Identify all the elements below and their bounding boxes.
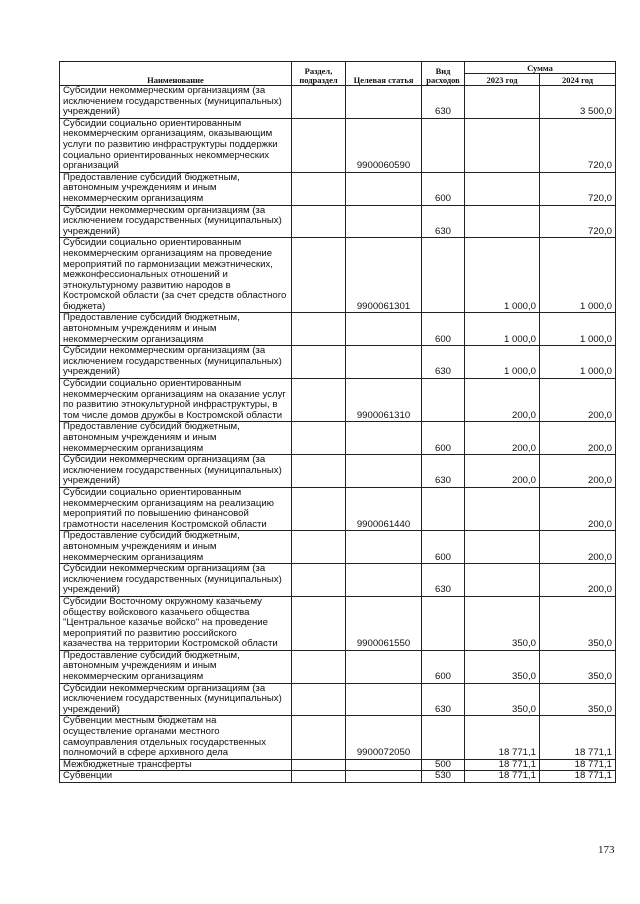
header-target: Целевая статья [346, 62, 422, 86]
table-row [60, 487, 616, 530]
cell-target [346, 759, 422, 771]
cell-y2024: 18 771,1 [540, 759, 616, 771]
cell-y2024: 1 000,0 [540, 346, 616, 379]
header-section: Раздел, подраздел [292, 62, 346, 86]
cell-y2023: 1 000,0 [465, 238, 540, 313]
cell-target [346, 455, 422, 488]
cell-type [422, 596, 465, 650]
cell-y2023 [465, 564, 540, 597]
cell-y2024: 200,0 [540, 564, 616, 597]
table-row [60, 205, 616, 238]
table-row [60, 379, 616, 422]
cell-y2024: 1 000,0 [540, 313, 616, 346]
table-row [60, 759, 616, 771]
table-row [60, 238, 616, 313]
cell-target [346, 683, 422, 716]
cell-target: 9900061310 [346, 379, 422, 422]
cell-y2023: 200,0 [465, 379, 540, 422]
cell-target [346, 771, 422, 783]
cell-y2023: 18 771,1 [465, 759, 540, 771]
table-row [60, 313, 616, 346]
cell-name: Субсидии социально ориентированным некоммерческим организациям на оказание услуг по развитию этнокультурной инфраструктуры, в том числе домов дружбы в Костромской области [60, 379, 292, 422]
cell-name: Субсидии некоммерческим организациям (за исключением государственных (муниципальных) учреждений) [60, 564, 292, 597]
cell-section [292, 564, 346, 597]
cell-target [346, 313, 422, 346]
cell-y2024: 200,0 [540, 455, 616, 488]
cell-name: Субсидии некоммерческим организациям (за исключением государственных (муниципальных) учреждений) [60, 683, 292, 716]
cell-y2023: 200,0 [465, 455, 540, 488]
cell-section [292, 596, 346, 650]
table-row [60, 455, 616, 488]
table-row [60, 650, 616, 683]
table-row [60, 346, 616, 379]
page-number: 173 [598, 844, 615, 856]
budget-table-container [59, 61, 615, 783]
cell-y2024: 200,0 [540, 487, 616, 530]
table-row [60, 118, 616, 172]
cell-section [292, 238, 346, 313]
cell-y2024: 18 771,1 [540, 771, 616, 783]
cell-y2023 [465, 531, 540, 564]
cell-type: 600 [422, 172, 465, 205]
table-row [60, 683, 616, 716]
cell-section [292, 86, 346, 119]
cell-type: 630 [422, 86, 465, 119]
cell-section [292, 379, 346, 422]
cell-type: 630 [422, 564, 465, 597]
table-body [60, 86, 616, 783]
cell-y2024: 720,0 [540, 118, 616, 172]
cell-y2023 [465, 205, 540, 238]
cell-section [292, 771, 346, 783]
cell-section [292, 683, 346, 716]
cell-y2024: 200,0 [540, 531, 616, 564]
cell-type: 600 [422, 422, 465, 455]
cell-name: Субсидии социально ориентированным некоммерческим организациям, оказывающим услуги по развитию инфраструктуры поддержки социально ориентированных некоммерческих организаций [60, 118, 292, 172]
cell-y2024: 200,0 [540, 422, 616, 455]
cell-name: Субсидии Восточному окружному казачьему обществу войскового казачьего общества "Центральное казачье войско" на проведение мероприятий по развитию российского казачества на территории Костромской области [60, 596, 292, 650]
cell-type: 500 [422, 759, 465, 771]
cell-target: 9900061440 [346, 487, 422, 530]
cell-y2023: 350,0 [465, 650, 540, 683]
cell-y2023: 1 000,0 [465, 313, 540, 346]
cell-type: 600 [422, 313, 465, 346]
cell-y2024: 720,0 [540, 205, 616, 238]
cell-y2023: 350,0 [465, 683, 540, 716]
table-row [60, 564, 616, 597]
cell-target [346, 86, 422, 119]
cell-section [292, 346, 346, 379]
cell-section [292, 759, 346, 771]
table-row [60, 531, 616, 564]
cell-section [292, 118, 346, 172]
cell-target [346, 346, 422, 379]
table-row [60, 86, 616, 119]
cell-target: 9900061550 [346, 596, 422, 650]
header-name: Наименование [60, 62, 292, 86]
cell-type: 600 [422, 531, 465, 564]
cell-y2024: 350,0 [540, 650, 616, 683]
budget-table [59, 61, 616, 783]
cell-target [346, 422, 422, 455]
cell-name: Субсидии некоммерческим организациям (за исключением государственных (муниципальных) учреждений) [60, 346, 292, 379]
cell-y2023 [465, 487, 540, 530]
cell-y2023: 350,0 [465, 596, 540, 650]
cell-type: 600 [422, 650, 465, 683]
cell-name: Предоставление субсидий бюджетным, автономным учреждениям и иным некоммерческим организациям [60, 650, 292, 683]
cell-section [292, 205, 346, 238]
cell-type [422, 379, 465, 422]
cell-target [346, 564, 422, 597]
cell-y2023 [465, 118, 540, 172]
cell-type: 630 [422, 346, 465, 379]
cell-target: 9900060590 [346, 118, 422, 172]
cell-y2023: 1 000,0 [465, 346, 540, 379]
header-sum: Сумма [465, 62, 616, 74]
cell-y2024: 350,0 [540, 683, 616, 716]
cell-section [292, 650, 346, 683]
cell-y2024: 350,0 [540, 596, 616, 650]
cell-type: 530 [422, 771, 465, 783]
cell-y2024: 720,0 [540, 172, 616, 205]
table-row [60, 422, 616, 455]
cell-section [292, 531, 346, 564]
cell-type [422, 716, 465, 759]
cell-type: 630 [422, 205, 465, 238]
cell-name: Субсидии некоммерческим организациям (за исключением государственных (муниципальных) учреждений) [60, 455, 292, 488]
cell-type: 630 [422, 455, 465, 488]
cell-y2023: 200,0 [465, 422, 540, 455]
cell-y2024: 200,0 [540, 379, 616, 422]
cell-name: Предоставление субсидий бюджетным, автономным учреждениям и иным некоммерческим организациям [60, 531, 292, 564]
cell-target [346, 205, 422, 238]
cell-y2024: 18 771,1 [540, 716, 616, 759]
cell-section [292, 313, 346, 346]
table-row [60, 716, 616, 759]
cell-section [292, 422, 346, 455]
table-row [60, 596, 616, 650]
cell-target: 9900061301 [346, 238, 422, 313]
cell-type [422, 238, 465, 313]
cell-y2023 [465, 86, 540, 119]
cell-target: 9900072050 [346, 716, 422, 759]
cell-section [292, 487, 346, 530]
cell-y2024: 3 500,0 [540, 86, 616, 119]
cell-type [422, 118, 465, 172]
table-row [60, 172, 616, 205]
cell-name: Субсидии социально ориентированным некоммерческим организациям на реализацию мероприятий по повышению финансовой грамотности населения Костромской области [60, 487, 292, 530]
cell-target [346, 650, 422, 683]
cell-name: Предоставление субсидий бюджетным, автономным учреждениям и иным некоммерческим организациям [60, 422, 292, 455]
cell-y2024: 1 000,0 [540, 238, 616, 313]
cell-y2023: 18 771,1 [465, 771, 540, 783]
cell-name: Субвенции местным бюджетам на осуществление органами местного самоуправления отдельных государственных полномочий в сфере архивного дела [60, 716, 292, 759]
cell-target [346, 172, 422, 205]
table-row [60, 771, 616, 783]
cell-section [292, 455, 346, 488]
cell-name: Субвенции [60, 771, 292, 783]
cell-name: Межбюджетные трансферты [60, 759, 292, 771]
cell-name: Субсидии некоммерческим организациям (за исключением государственных (муниципальных) учреждений) [60, 86, 292, 119]
header-type: Вид расходов [422, 62, 465, 86]
header-2024: 2024 год [540, 74, 616, 86]
cell-name: Субсидии социально ориентированным некоммерческим организациям на проведение мероприятий по гармонизации межэтнических, межконфессиональных отношений и этнокультурному развитию народов в Костромской области (за счет средств областного бюджета) [60, 238, 292, 313]
cell-name: Предоставление субсидий бюджетным, автономным учреждениям и иным некоммерческим организациям [60, 313, 292, 346]
cell-type: 630 [422, 683, 465, 716]
cell-target [346, 531, 422, 564]
cell-type [422, 487, 465, 530]
cell-y2023: 18 771,1 [465, 716, 540, 759]
cell-name: Субсидии некоммерческим организациям (за исключением государственных (муниципальных) учреждений) [60, 205, 292, 238]
header-2023: 2023 год [465, 74, 540, 86]
cell-name: Предоставление субсидий бюджетным, автономным учреждениям и иным некоммерческим организациям [60, 172, 292, 205]
cell-y2023 [465, 172, 540, 205]
cell-section [292, 716, 346, 759]
cell-section [292, 172, 346, 205]
